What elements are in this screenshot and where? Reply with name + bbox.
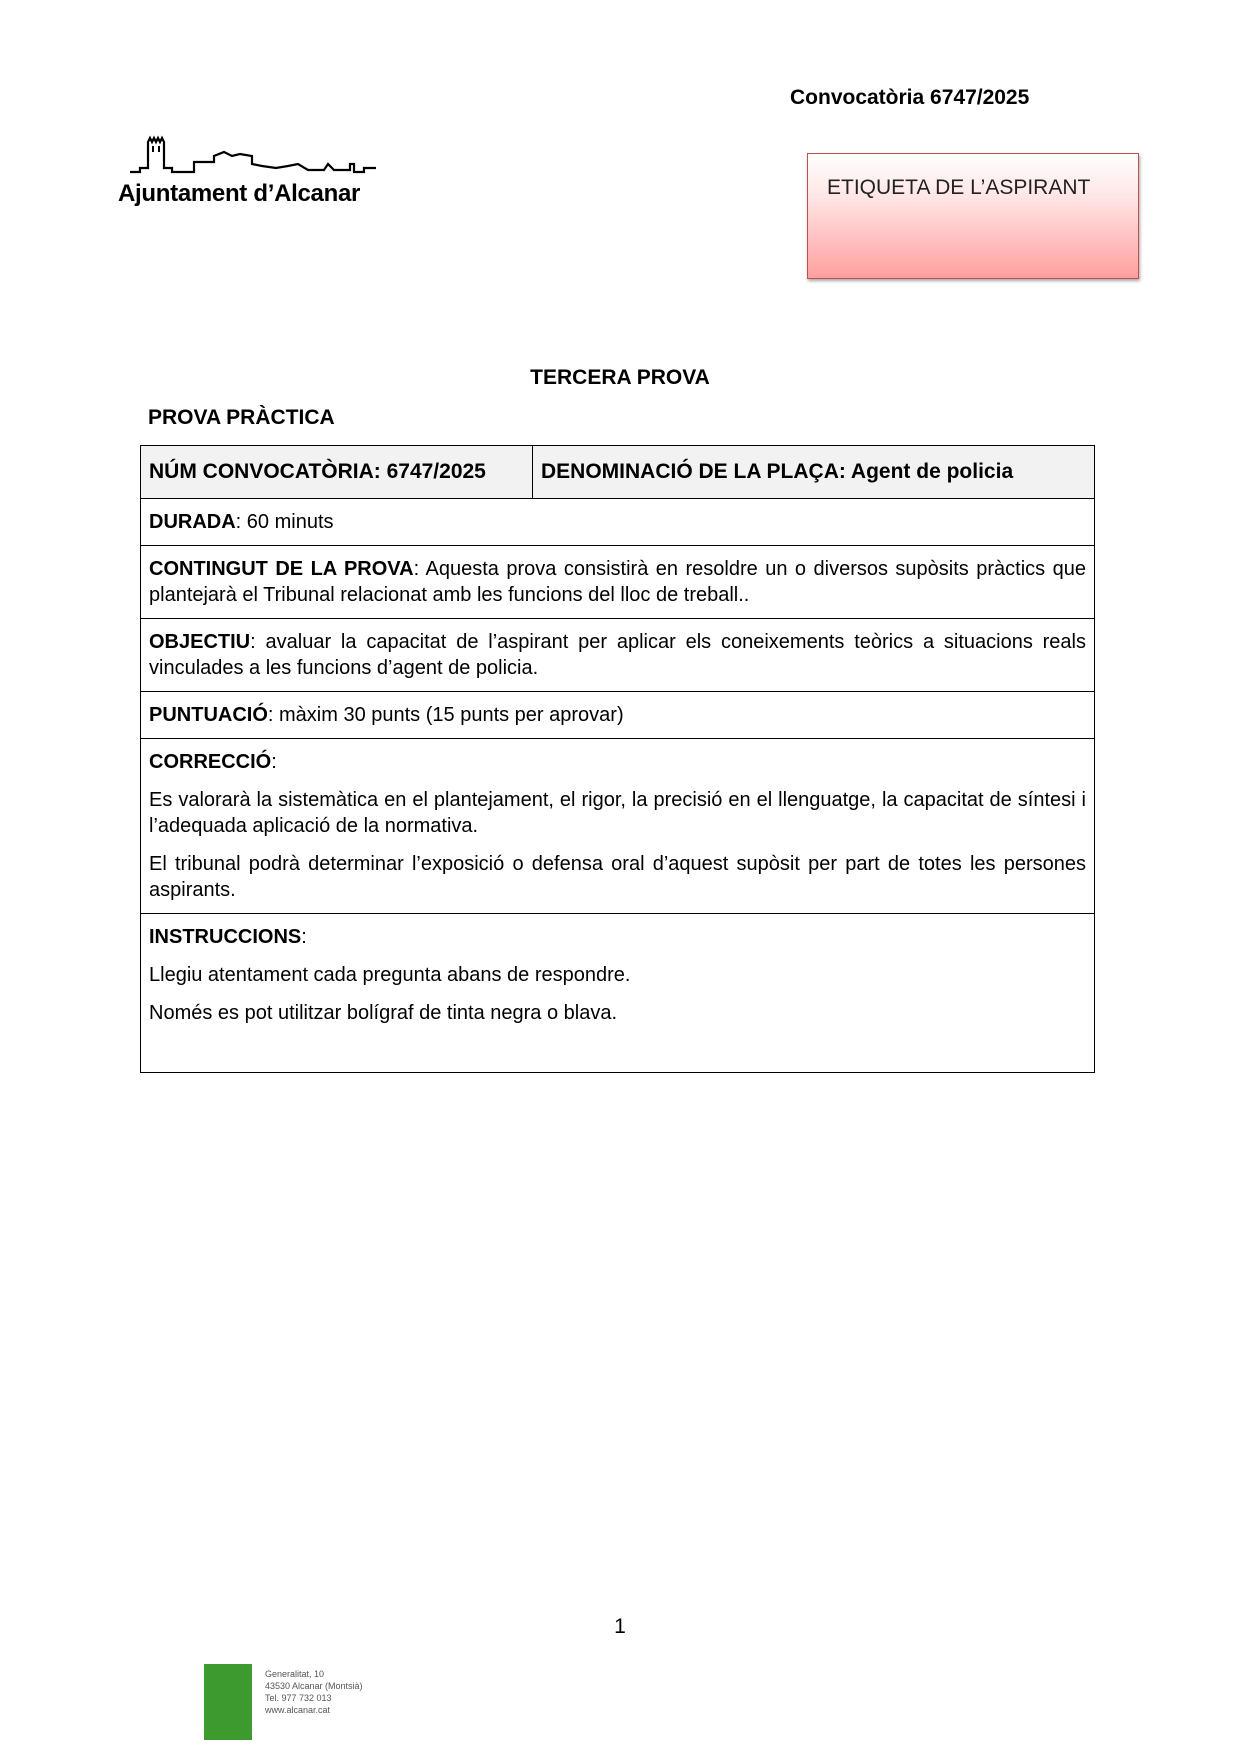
instructions-paragraph-1: Llegiu atentament cada pregunta abans de respondre. <box>149 964 631 986</box>
correction-key: CORRECCIÓ <box>149 751 272 773</box>
score-cell <box>141 692 1095 739</box>
footer-address <box>265 1668 363 1716</box>
instructions-key: INSTRUCCIONS <box>149 926 302 948</box>
convocatoria-reference: Convocatòria 6747/2025 <box>790 86 1030 109</box>
footer-phone: Tel. 977 732 013 <box>265 1693 332 1703</box>
exam-info-table <box>140 445 1095 1073</box>
table-row <box>141 619 1095 692</box>
footer-address-line1: Generalitat, 10 <box>265 1669 325 1679</box>
correction-paragraph-1: Es valorarà la sistemàtica en el plantejament, el rigor, la precisió en el llenguatge, la capacitat de síntesi i l’adequada aplicació de la normativa. <box>149 789 1086 837</box>
page-subtitle: PROVA PRÀCTICA <box>148 406 335 429</box>
duration-value: : 60 minuts <box>235 511 334 533</box>
instructions-cell <box>141 914 1095 1073</box>
table-row <box>141 692 1095 739</box>
ajuntament-logo <box>118 134 378 212</box>
duration-key: DURADA <box>149 511 236 533</box>
objective-value: : avaluar la capacitat de l’aspirant per aplicar els coneixements teòrics a situacions reals vinculades a les funcions d’agent de policia. <box>149 631 1086 679</box>
table-row <box>141 914 1095 1073</box>
content-cell <box>141 546 1095 619</box>
objective-key: OBJECTIU <box>149 631 251 653</box>
content-value: : Aquesta prova consistirà en resoldre un o diversos supòsits pràctics que plantejarà el Tribunal relacionat amb les funcions del lloc de treball.. <box>149 558 1086 606</box>
correction-cell <box>141 739 1095 914</box>
table-row <box>141 739 1095 914</box>
logo-text: Ajuntament d’Alcanar <box>118 180 361 207</box>
table-row <box>141 546 1095 619</box>
town-skyline-icon <box>128 134 378 180</box>
correction-heading <box>149 749 1086 775</box>
duration-cell <box>141 499 1095 546</box>
instructions-paragraph-2: Només es pot utilitzar bolígraf de tinta negra o blava. <box>149 1002 618 1024</box>
objective-cell <box>141 619 1095 692</box>
instructions-heading <box>149 924 1086 950</box>
score-value: : màxim 30 punts (15 punts per aprovar) <box>267 704 624 726</box>
footer-web: www.alcanar.cat <box>265 1705 331 1715</box>
footer-green-block <box>204 1664 252 1740</box>
page-title: TERCERA PROVA <box>530 366 710 389</box>
content-key: CONTINGUT DE LA PROVA <box>149 558 414 580</box>
table-row <box>141 499 1095 546</box>
applicant-label-text: ETIQUETA DE L’ASPIRANT <box>827 176 1091 199</box>
position-name-cell: DENOMINACIÓ DE LA PLAÇA: Agent de policia <box>533 446 1095 499</box>
page-number: 1 <box>614 1615 626 1638</box>
applicant-label-box <box>807 153 1139 279</box>
convocatoria-number-cell: NÚM CONVOCATÒRIA: 6747/2025 <box>141 446 533 499</box>
score-key: PUNTUACIÓ <box>149 704 268 726</box>
footer-address-line2: 43530 Alcanar (Montsià) <box>265 1681 363 1691</box>
correction-paragraph-2: El tribunal podrà determinar l’exposició o defensa oral d’aquest supòsit per part de totes les persones aspirants. <box>149 853 1086 901</box>
correction-colon: : <box>271 751 277 773</box>
instructions-colon: : <box>301 926 307 948</box>
table-header-row <box>141 446 1095 499</box>
